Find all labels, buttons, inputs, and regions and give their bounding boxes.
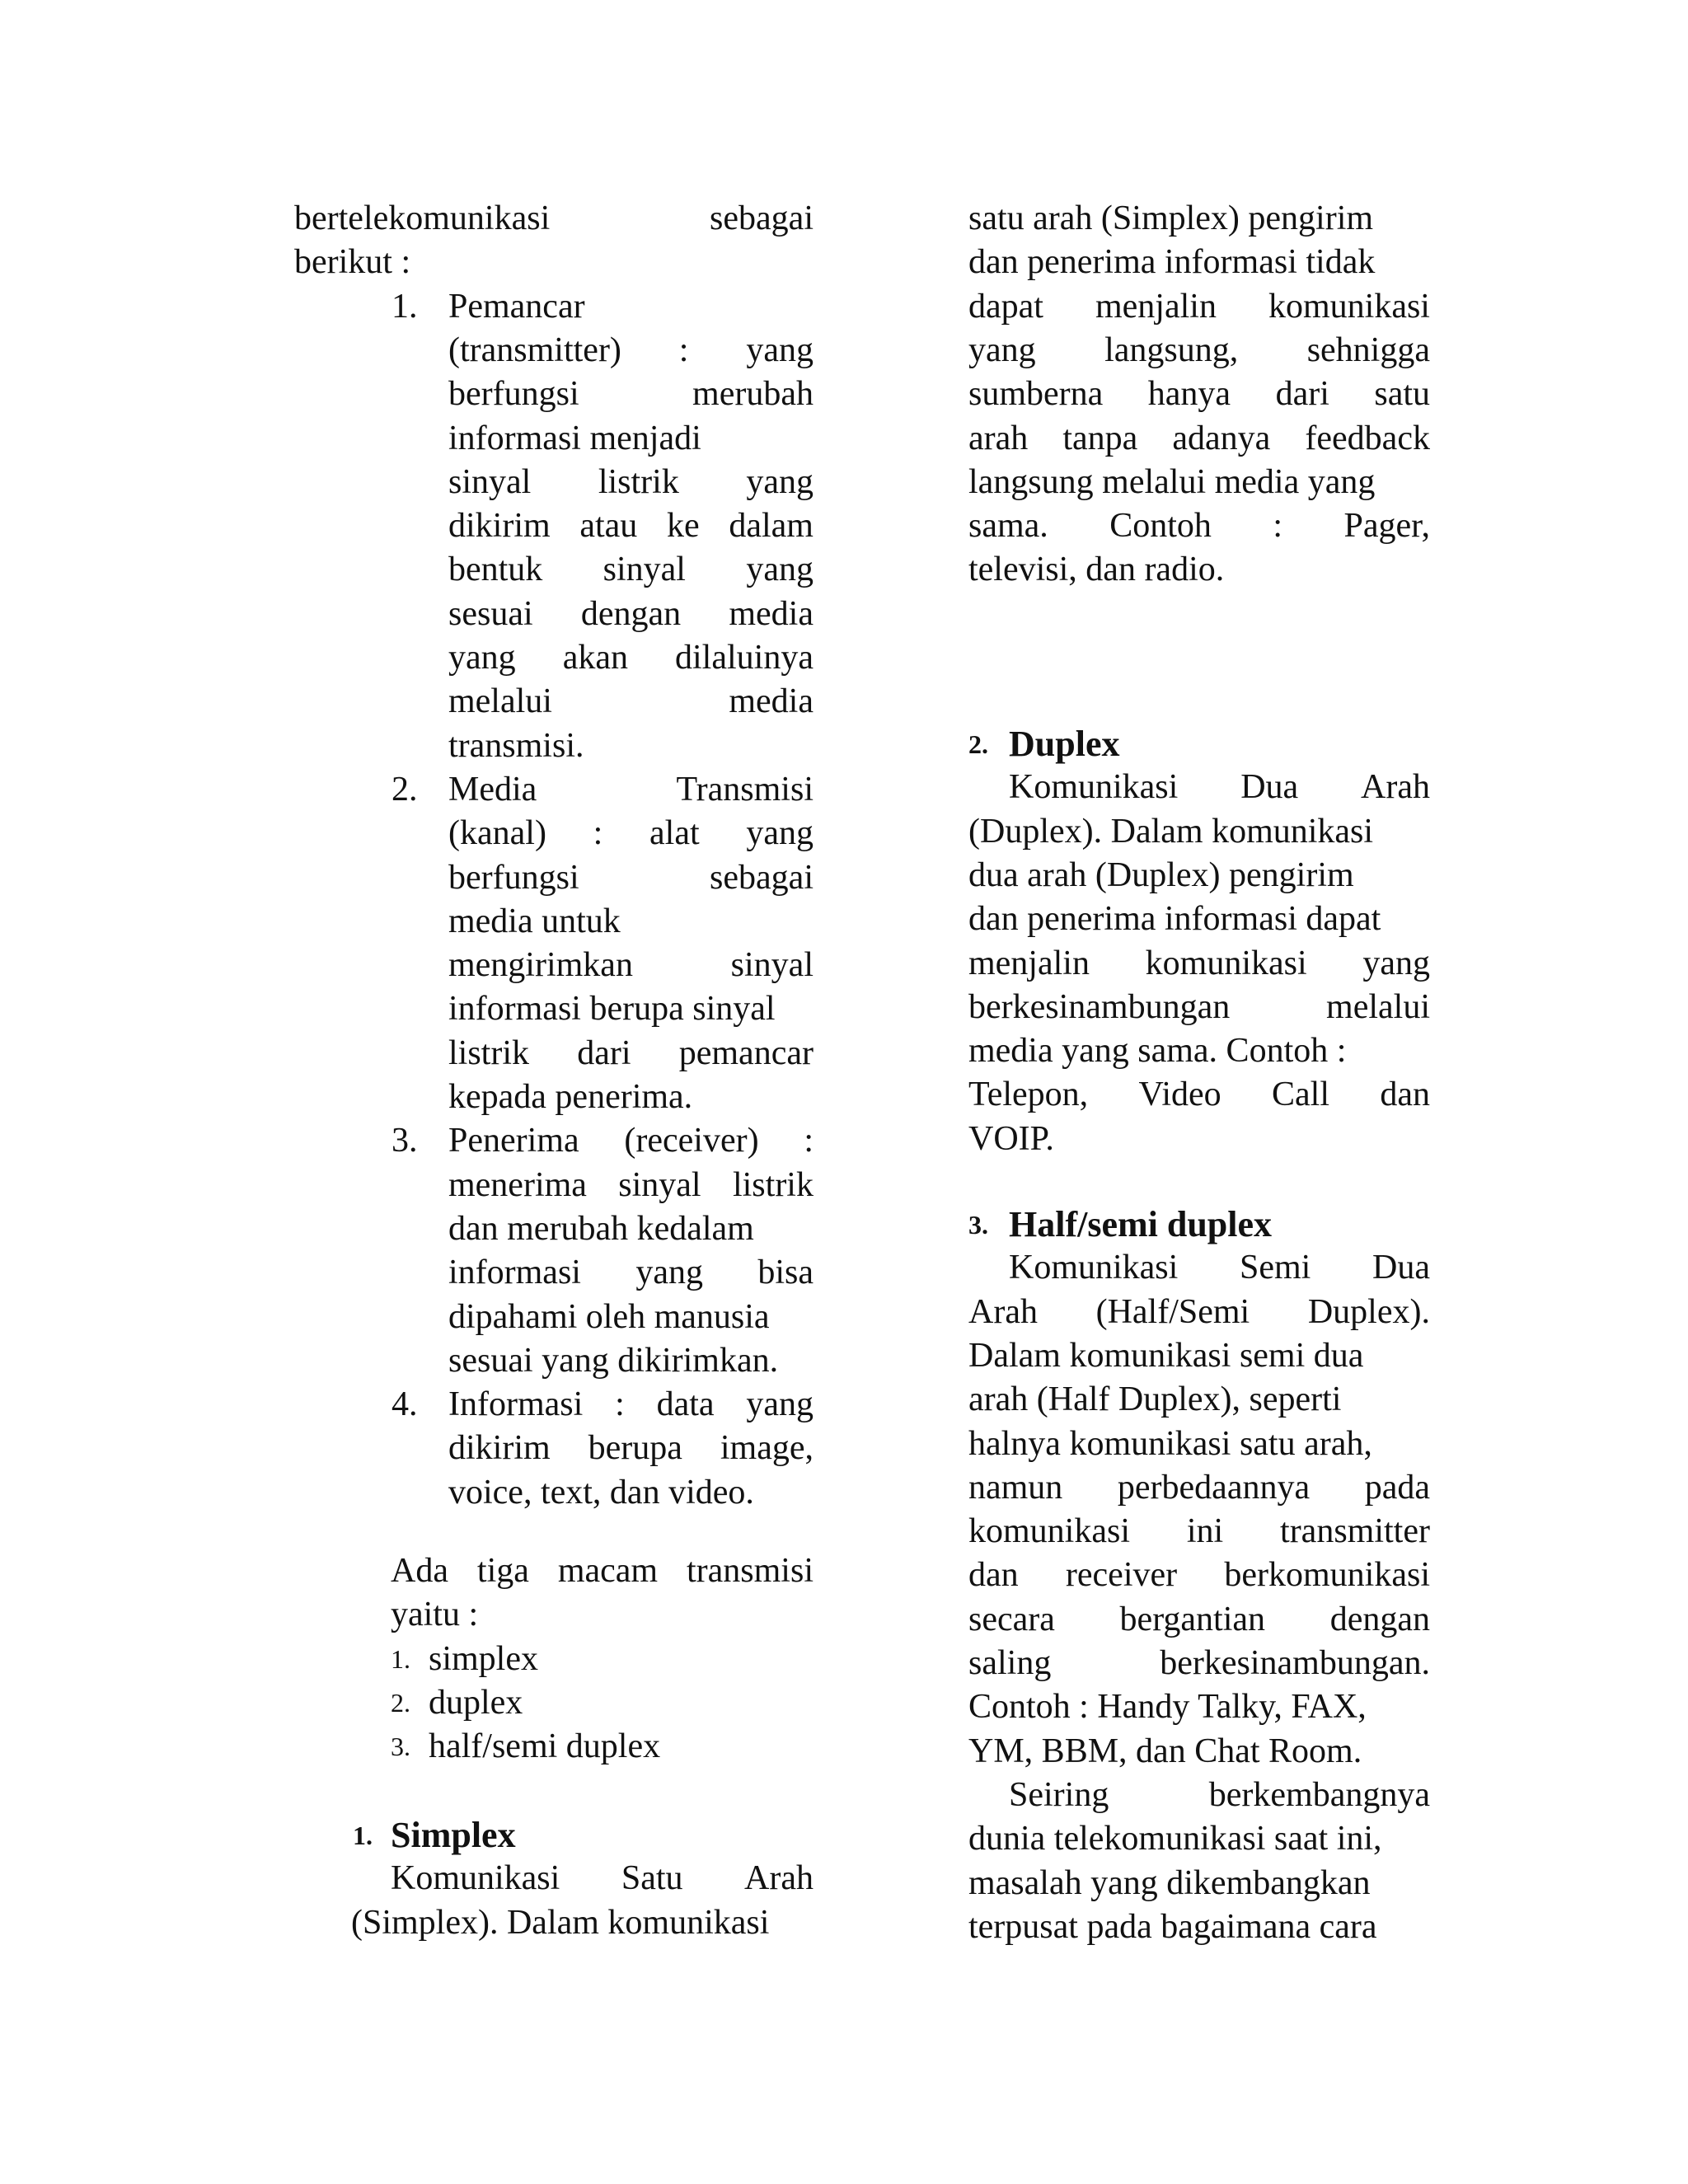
section-heading-half-duplex: Half/semi duplex — [1009, 1204, 1273, 1244]
component-line — [448, 636, 814, 680]
simplex-cont-line: dan penerima informasi tidak — [968, 243, 1376, 282]
word: (transmitter) — [448, 330, 621, 369]
simplex-cont-line — [968, 373, 1430, 416]
word: yang — [746, 551, 814, 589]
word: transmisi — [687, 1552, 814, 1590]
word: Telepon, — [968, 1076, 1089, 1114]
word: feedback — [1305, 419, 1430, 457]
component-line — [448, 504, 814, 548]
word: macam — [557, 1552, 659, 1590]
word: melalui — [1326, 987, 1430, 1026]
simplex-cont-line — [968, 285, 1430, 329]
duplex-line — [1009, 766, 1430, 809]
list-number: 3. — [392, 1122, 418, 1160]
word: sebagai — [710, 199, 814, 237]
word: listrik — [732, 1165, 814, 1204]
word: pada — [1364, 1468, 1430, 1507]
half-duplex-line: Dalam komunikasi semi dua — [968, 1336, 1364, 1375]
component-line — [448, 1032, 814, 1076]
word: sinyal — [603, 551, 686, 589]
word: dengan — [1329, 1600, 1430, 1638]
word: bisa — [757, 1254, 814, 1292]
section-heading-simplex: Simplex — [391, 1815, 516, 1855]
closing-line: terpusat pada bagaimana cara — [968, 1907, 1377, 1946]
word: yang — [746, 814, 814, 853]
word: Dua — [1240, 768, 1299, 807]
word: arah — [968, 419, 1029, 457]
word: transmitter — [1280, 1512, 1430, 1551]
word: dikirim — [448, 507, 551, 546]
word: alat — [649, 814, 700, 853]
half-duplex-line — [1009, 1246, 1430, 1290]
half-duplex-line — [968, 1598, 1430, 1642]
word: saling — [968, 1644, 1052, 1682]
component-line — [448, 1251, 814, 1295]
word: berupa — [588, 1429, 682, 1468]
word: sehnigga — [1306, 330, 1430, 369]
type-number: 1. — [391, 1643, 410, 1674]
component-line — [448, 1164, 814, 1207]
word: sesuai — [448, 594, 533, 633]
word: : — [615, 1385, 625, 1424]
word: berkembangnya — [1208, 1775, 1430, 1814]
word: listrik — [598, 462, 679, 501]
section-number: 3. — [968, 1210, 988, 1240]
word: Arah — [1361, 768, 1430, 807]
component-line: informasi menjadi — [448, 419, 701, 457]
word: yang — [746, 462, 814, 501]
word: atau — [579, 507, 638, 546]
word: satu — [1374, 375, 1430, 414]
word: sinyal — [730, 946, 814, 985]
word: sinyal — [448, 462, 532, 501]
word: hanya — [1147, 375, 1231, 414]
word: : — [678, 330, 689, 369]
word: komunikasi — [1145, 944, 1307, 982]
word: Video — [1138, 1076, 1221, 1114]
word: Dua — [1372, 1249, 1430, 1287]
duplex-line — [968, 986, 1430, 1029]
word: bentuk — [448, 551, 543, 589]
word: dengan — [580, 594, 682, 633]
component-line — [448, 944, 814, 987]
word: dikirim — [448, 1429, 551, 1468]
word: yang — [746, 1385, 814, 1424]
word: Komunikasi — [391, 1859, 560, 1898]
component-line — [448, 1383, 814, 1427]
component-line — [448, 373, 814, 416]
component-line — [448, 1427, 814, 1470]
type-item: duplex — [429, 1683, 523, 1722]
word: dari — [1275, 375, 1329, 414]
word: menerima — [448, 1165, 587, 1204]
word: informasi — [448, 1254, 581, 1292]
word: Transmisi — [676, 770, 814, 808]
component-line: sesuai yang dikirimkan. — [448, 1341, 779, 1380]
word: berfungsi — [448, 858, 579, 897]
word: : — [804, 1122, 814, 1160]
component-line — [448, 856, 814, 900]
word: berkomunikasi — [1224, 1556, 1430, 1595]
word: yang — [448, 639, 516, 677]
component-line — [448, 593, 814, 636]
half-duplex-line: arah (Half Duplex), seperti — [968, 1380, 1342, 1419]
word: merubah — [692, 375, 814, 414]
simplex-cont-line: televisi, dan radio. — [968, 551, 1225, 589]
component-line: media untuk — [448, 902, 621, 940]
duplex-line: media yang sama. Contoh : — [968, 1032, 1347, 1071]
word: yang — [635, 1254, 703, 1292]
closing-line: dunia telekomunikasi saat ini, — [968, 1820, 1382, 1858]
closing-line: masalah yang dikembangkan — [968, 1863, 1371, 1902]
word: perbedaannya — [1117, 1468, 1311, 1507]
intro-line: berikut : — [294, 243, 411, 282]
type-number: 3. — [391, 1732, 410, 1762]
simplex-line — [391, 1857, 814, 1900]
closing-line — [1009, 1774, 1430, 1817]
word: Informasi — [448, 1385, 584, 1424]
component-line — [448, 812, 814, 855]
word: dan — [1380, 1076, 1430, 1114]
component-line — [448, 680, 814, 724]
word: Komunikasi — [1009, 1249, 1179, 1287]
word: media — [729, 682, 814, 721]
word: ke — [667, 507, 700, 546]
word: akan — [562, 639, 628, 677]
word: Ada — [391, 1552, 448, 1590]
word: menjalin — [968, 944, 1090, 982]
word: namun — [968, 1468, 1063, 1507]
word: image, — [720, 1429, 814, 1468]
component-line — [448, 329, 814, 373]
word: dalam — [729, 507, 814, 546]
section-number: 1. — [353, 1821, 373, 1850]
simplex-cont-line — [968, 504, 1430, 548]
word: secara — [968, 1600, 1055, 1638]
type-number: 2. — [391, 1687, 410, 1718]
word: bergantian — [1119, 1600, 1266, 1638]
half-duplex-line — [968, 1466, 1430, 1510]
word: yang — [746, 330, 814, 369]
word: : — [593, 814, 603, 853]
word: sumberna — [968, 375, 1104, 414]
duplex-line: VOIP. — [968, 1119, 1054, 1158]
word: Contoh — [1109, 507, 1212, 546]
word: Media — [448, 770, 537, 808]
types-intro-line: yaitu : — [391, 1596, 479, 1634]
type-item: simplex — [429, 1639, 538, 1678]
word: bertelekomunikasi — [294, 199, 551, 237]
word: listrik — [448, 1033, 530, 1072]
component-line: kepada penerima. — [448, 1078, 693, 1116]
word: Satu — [621, 1859, 683, 1898]
section-heading-duplex: Duplex — [1009, 724, 1120, 764]
word: media — [729, 594, 814, 633]
word: (Half/Semi — [1095, 1292, 1250, 1331]
word: dilaluinya — [675, 639, 814, 677]
list-number: 2. — [392, 770, 418, 808]
component-line — [448, 1119, 814, 1163]
word: berkesinambungan. — [1160, 1644, 1430, 1682]
intro-line — [294, 197, 814, 241]
word: Komunikasi — [1009, 768, 1179, 807]
simplex-cont-line: satu arah (Simplex) pengirim — [968, 199, 1374, 237]
half-duplex-line — [968, 1291, 1430, 1334]
duplex-line: dua arah (Duplex) pengirim — [968, 855, 1354, 894]
word: Duplex). — [1307, 1292, 1430, 1331]
simplex-cont-line: langsung melalui media yang — [968, 462, 1376, 501]
duplex-line — [968, 1073, 1430, 1117]
word: (receiver) — [624, 1122, 759, 1160]
word: yang — [1362, 944, 1430, 982]
word: Call — [1272, 1076, 1329, 1114]
word: tanpa — [1062, 419, 1138, 457]
component-line — [448, 548, 814, 592]
word: (kanal) — [448, 814, 546, 853]
duplex-line: dan penerima informasi dapat — [968, 900, 1381, 939]
word: dan — [968, 1556, 1019, 1595]
half-duplex-line: YM, BBM, dan Chat Room. — [968, 1732, 1362, 1770]
word: sebagai — [710, 858, 814, 897]
word: pemancar — [678, 1033, 814, 1072]
half-duplex-line: Contoh : Handy Talky, FAX, — [968, 1688, 1367, 1727]
half-duplex-line: halnya komunikasi satu arah, — [968, 1424, 1372, 1463]
word: sama. — [968, 507, 1048, 546]
word: komunikasi — [1268, 287, 1430, 326]
type-item: half/semi duplex — [429, 1727, 661, 1766]
component-line: voice, text, dan video. — [448, 1473, 754, 1511]
word: ini — [1186, 1512, 1224, 1551]
half-duplex-line — [968, 1642, 1430, 1685]
duplex-line — [968, 942, 1430, 986]
word: Arah — [968, 1292, 1038, 1331]
word: Seiring — [1009, 1775, 1109, 1814]
simplex-line: (Simplex). Dalam komunikasi — [351, 1903, 770, 1942]
duplex-line: (Duplex). Dalam komunikasi — [968, 812, 1374, 851]
word: yang — [968, 330, 1036, 369]
word: berkesinambungan — [968, 987, 1231, 1026]
word: komunikasi — [968, 1512, 1130, 1551]
half-duplex-line — [968, 1554, 1430, 1597]
word: Semi — [1240, 1249, 1311, 1287]
word: : — [1273, 507, 1283, 546]
component-line: dan merubah kedalam — [448, 1209, 754, 1248]
word: berfungsi — [448, 375, 579, 414]
half-duplex-line — [968, 1510, 1430, 1554]
word: Penerima — [448, 1122, 579, 1160]
word: receiver — [1065, 1556, 1178, 1595]
types-intro-line — [391, 1549, 814, 1593]
word: melalui — [448, 682, 552, 721]
word: sinyal — [618, 1165, 701, 1204]
list-number: 1. — [392, 287, 418, 326]
word: data — [656, 1385, 715, 1424]
simplex-cont-line — [968, 417, 1430, 461]
word: Arah — [744, 1859, 814, 1898]
component-line: transmisi. — [448, 726, 584, 765]
component-line — [448, 768, 814, 812]
component-line: dipahami oleh manusia — [448, 1297, 770, 1336]
component-line: informasi berupa sinyal — [448, 990, 776, 1029]
word: tiga — [476, 1552, 529, 1590]
word: mengirimkan — [448, 946, 633, 985]
word: dari — [577, 1033, 631, 1072]
list-number: 4. — [392, 1385, 418, 1424]
word: langsung, — [1104, 330, 1239, 369]
word: Pager, — [1343, 507, 1430, 546]
simplex-cont-line — [968, 329, 1430, 373]
component-line: Pemancar — [448, 287, 585, 326]
word: dapat — [968, 287, 1043, 326]
component-line — [448, 461, 814, 504]
word: menjalin — [1095, 287, 1217, 326]
section-number: 2. — [968, 729, 988, 759]
word: adanya — [1172, 419, 1271, 457]
